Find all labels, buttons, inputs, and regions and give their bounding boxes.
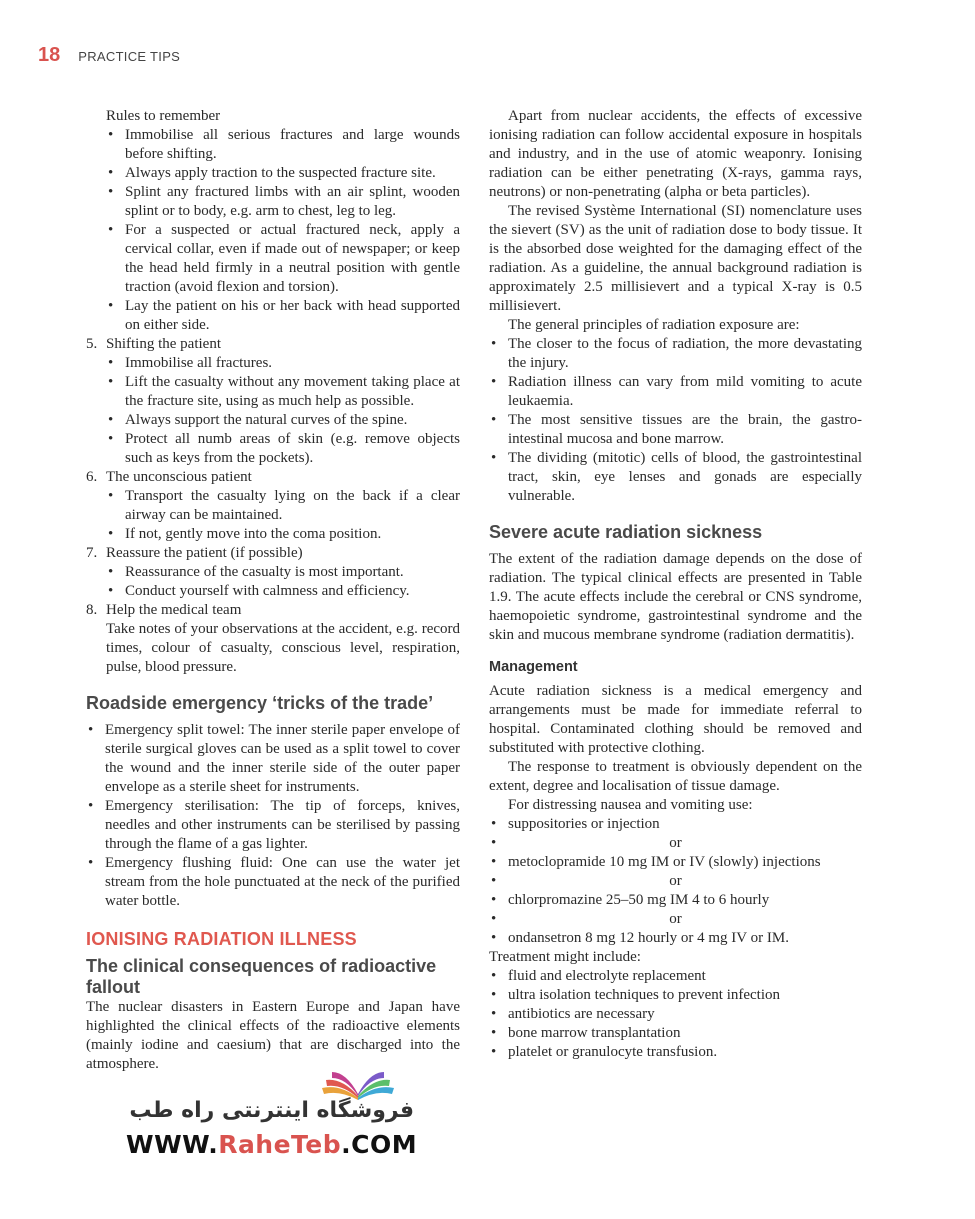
list-item: • ondansetron 8 mg 12 hourly or 4 mg IV or IM. [489,929,862,948]
url-prefix: WWW. [126,1130,219,1159]
list-item: • Conduct yourself with calmness and efficiency. [106,582,460,601]
management-heading: Management [489,659,578,675]
list-item: • Immobilise all serious fractures and large wounds before shifting. [106,126,460,164]
item-number: 6. [86,469,98,485]
list-item: • chlorpromazine 25–50 mg IM 4 to 6 hourly [489,891,862,910]
rules-list [106,126,460,335]
or-separator [489,910,862,929]
item-title: Help the medical team [106,602,242,618]
list-item: • Lay the patient on his or her back with head supported on either side. [106,297,460,335]
url-suffix: .COM [341,1130,418,1159]
watermark [122,1068,422,1168]
list-item: • Lift the casualty without any movement taking place at the fracture site, using as much help as possible. [106,373,460,411]
list-item: • ultra isolation techniques to prevent infection [489,986,862,1005]
list-item: • antibiotics are necessary [489,1005,862,1024]
list-item: • Splint any fractured limbs with an air splint, wooden splint or to body, e.g. arm to chest, leg to leg. [106,183,460,221]
numbered-item-7 [86,544,460,563]
list-item: • The dividing (mitotic) cells of blood, the gastrointestinal tract, skin, eye lenses and gonads are especially vulnerable. [489,449,862,506]
or-separator [489,872,862,891]
list-item: • The closer to the focus of radiation, the more devastating the injury. [489,335,862,373]
left-column [86,107,460,1074]
list-item: • platelet or granulocyte transfusion. [489,1043,862,1062]
running-head: PRACTICE TIPS [78,49,181,64]
or-text: or [669,873,682,889]
list-item: • Always support the natural curves of the spine. [106,411,460,430]
list-item: • fluid and electrolyte replacement [489,967,862,986]
numbered-item-8 [86,601,460,620]
reassure-list [106,563,460,601]
list-item: • Emergency sterilisation: The tip of forceps, knives, needles and other instruments can be sterilised by passing through the flame of a gas lighter. [86,797,460,854]
numbered-item-5 [86,335,460,354]
paragraph: The general principles of radiation exposure are: [508,317,800,333]
shifting-list [106,354,460,468]
treatment-list [489,967,862,1062]
severe-text: The extent of the radiation damage depends on the dose of radiation. The typical clinical effects are presented in Table 1.9. The acute effects include the cerebral or CNS syndrome, haemopoietic syndrome, gastrointestinal syndrome and the skin and mucous membrane syndrome (radiation dermatitis). [489,551,862,643]
watermark-url [126,1130,417,1159]
list-item: • Always apply traction to the suspected fracture site. [106,164,460,183]
url-brand: RaheTeb [218,1130,342,1159]
list-item: • suppositories or injection [489,815,862,834]
list-item: • Transport the casualty lying on the back if a clear airway can be maintained. [106,487,460,525]
book-logo-icon [318,1068,398,1102]
paragraph: The response to treatment is obviously dependent on the extent, degree and localisation of tissue damage. [489,759,862,794]
paragraph: Acute radiation sickness is a medical emergency and arrangements must be made for immediate referral to hospital. Contaminated clothing should be removed and substituted with protective clothing. [489,683,862,756]
item-title: Reassure the patient (if possible) [106,545,303,561]
help-team-text: Take notes of your observations at the accident, e.g. record times, colour of casualty, conscious level, respiration, pulse, blood pressure. [106,621,460,675]
unconscious-list [106,487,460,544]
drug-list [489,815,862,948]
principles-list [489,335,862,506]
item-title: The unconscious patient [106,469,252,485]
watermark-persian-text: فروشگاه اینترنتی راه طب [129,1098,414,1123]
page-header [38,44,180,67]
list-item: • bone marrow transplantation [489,1024,862,1043]
right-column [489,107,862,1062]
list-item: • Immobilise all fractures. [106,354,460,373]
list-item: • metoclopramide 10 mg IM or IV (slowly) injections [489,853,862,872]
list-item: • The most sensitive tissues are the brain, the gastro-intestinal mucosa and bone marrow. [489,411,862,449]
list-item: • If not, gently move into the coma position. [106,525,460,544]
list-item: • Reassurance of the casualty is most important. [106,563,460,582]
fallout-text: The nuclear disasters in Eastern Europe and Japan have highlighted the clinical effects of the radioactive elements (mainly iodine and caesium) that are discharged into the atmosphere. [86,999,460,1072]
paragraph: Apart from nuclear accidents, the effects of excessive ionising radiation can follow accidental exposure in hospitals and industry, and in the use of atomic weaponry. Ionising radiation can be either penetrating (X-rays, gamma rays, neutrons) or non-penetrating (alpha or beta particles). [489,108,862,200]
severe-heading: Severe acute radiation sickness [489,522,763,542]
fallout-heading: The clinical consequences of radioactive fallout [86,956,437,997]
section-heading-ionising: IONISING RADIATION ILLNESS [86,929,357,949]
treatment-intro: Treatment might include: [489,949,641,965]
list-item: • For a suspected or actual fractured neck, apply a cervical collar, even if made out of newspaper; or keep the head held firmly in a neutral position with gentle traction (avoid flexion and torsion). [106,221,460,297]
tricks-heading: Roadside emergency ‘tricks of the trade’ [86,693,434,713]
item-title: Shifting the patient [106,336,221,352]
rules-title: Rules to remember [106,108,221,124]
tricks-list [86,721,460,911]
item-number: 5. [86,336,98,352]
list-item: • Emergency flushing fluid: One can use the water jet stream from the hole punctuated at the neck of the purified water bottle. [86,854,460,911]
item-number: 7. [86,545,98,561]
or-text: or [669,835,682,851]
page-number: 18 [38,44,61,66]
or-text: or [669,911,682,927]
list-item: • Protect all numb areas of skin (e.g. remove objects such as keys from the pockets). [106,430,460,468]
paragraph: For distressing nausea and vomiting use: [508,797,753,813]
list-item: • Emergency split towel: The inner sterile paper envelope of sterile surgical gloves can be used as a split towel to cover the wound and the inner sterile side of the outer paper envelope as a sterile sheet for instruments. [86,721,460,797]
or-separator [489,834,862,853]
list-item: • Radiation illness can vary from mild vomiting to acute leukaemia. [489,373,862,411]
paragraph: The revised Système International (SI) nomenclature uses the sievert (SV) as the unit of radiation dose to body tissue. It is the absorbed dose weighted for the damaging effect of the radiation. As a guideline, the annual background radiation is approximately 2.5 millisievert and a typical X-ray is 0.5 millisievert. [489,203,862,314]
item-number: 8. [86,602,98,618]
numbered-item-6 [86,468,460,487]
